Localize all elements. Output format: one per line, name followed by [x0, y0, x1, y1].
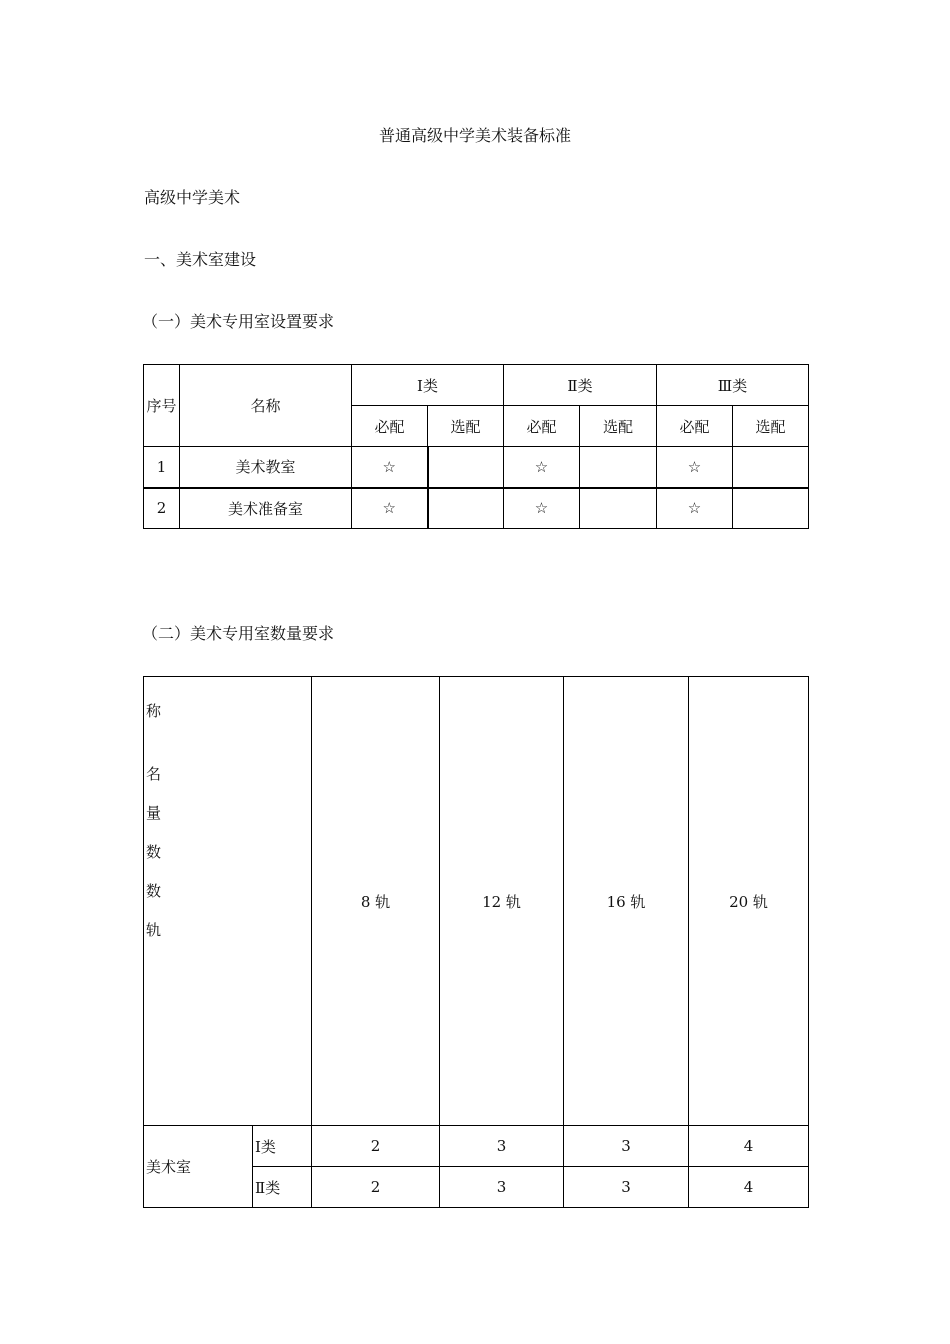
setup-requirements-table — [143, 364, 809, 529]
header-char: 量 — [146, 804, 162, 822]
quantity-value: 4 — [689, 1167, 809, 1208]
header-category-2: Ⅱ类 — [504, 365, 657, 406]
header-char: 名 — [146, 765, 162, 783]
table-row — [144, 488, 809, 529]
header-char: 轨 — [146, 921, 162, 939]
category-label: Ⅱ类 — [253, 1167, 312, 1208]
room-label: 美术室 — [144, 1126, 253, 1208]
quantity-requirements-table — [143, 676, 809, 1208]
table-row — [144, 447, 809, 488]
subsection-heading-quantity: （二）美术专用室数量要求 — [142, 624, 335, 643]
quantity-value: 2 — [312, 1126, 440, 1167]
subject-heading: 高级中学美术 — [144, 188, 241, 207]
mark-cell — [580, 488, 657, 529]
header-track: 20 轨 — [689, 677, 809, 1126]
header-optional: 选配 — [428, 406, 504, 447]
quantity-value: 2 — [312, 1167, 440, 1208]
header-track: 16 轨 — [564, 677, 689, 1126]
header-optional: 选配 — [580, 406, 657, 447]
header-required: 必配 — [352, 406, 428, 447]
mark-cell — [580, 447, 657, 488]
star-mark: ☆ — [657, 447, 733, 488]
header-char: 数 — [146, 882, 162, 900]
star-mark: ☆ — [352, 488, 428, 529]
section-heading: 一、美术室建设 — [144, 250, 257, 269]
mark-cell — [428, 488, 504, 529]
mark-cell — [733, 488, 809, 529]
row-name: 美术准备室 — [180, 488, 352, 529]
header-required: 必配 — [504, 406, 580, 447]
document-title: 普通高级中学美术装备标准 — [378, 126, 571, 145]
header-category-3: Ⅲ类 — [657, 365, 809, 406]
row-seq: 1 — [144, 447, 180, 488]
star-mark: ☆ — [352, 447, 428, 488]
header-category-1: Ⅰ类 — [352, 365, 504, 406]
star-mark: ☆ — [504, 488, 580, 529]
row-seq: 2 — [144, 488, 180, 529]
quantity-value: 4 — [689, 1126, 809, 1167]
header-required: 必配 — [657, 406, 733, 447]
mark-cell — [428, 447, 504, 488]
quantity-value: 3 — [440, 1167, 564, 1208]
category-label: Ⅰ类 — [253, 1126, 312, 1167]
header-char: 称 — [146, 702, 162, 720]
header-char: 数 — [146, 843, 162, 861]
header-name-quantity — [144, 677, 312, 1126]
quantity-value: 3 — [564, 1167, 689, 1208]
star-mark: ☆ — [657, 488, 733, 529]
header-track: 12 轨 — [440, 677, 564, 1126]
header-name: 名称 — [180, 365, 352, 447]
subsection-heading-setup: （一）美术专用室设置要求 — [142, 312, 335, 331]
quantity-value: 3 — [564, 1126, 689, 1167]
header-track: 8 轨 — [312, 677, 440, 1126]
table-row — [144, 1126, 809, 1167]
header-optional: 选配 — [733, 406, 809, 447]
row-name: 美术教室 — [180, 447, 352, 488]
header-seq: 序号 — [144, 365, 180, 447]
quantity-value: 3 — [440, 1126, 564, 1167]
star-mark: ☆ — [504, 447, 580, 488]
mark-cell — [733, 447, 809, 488]
